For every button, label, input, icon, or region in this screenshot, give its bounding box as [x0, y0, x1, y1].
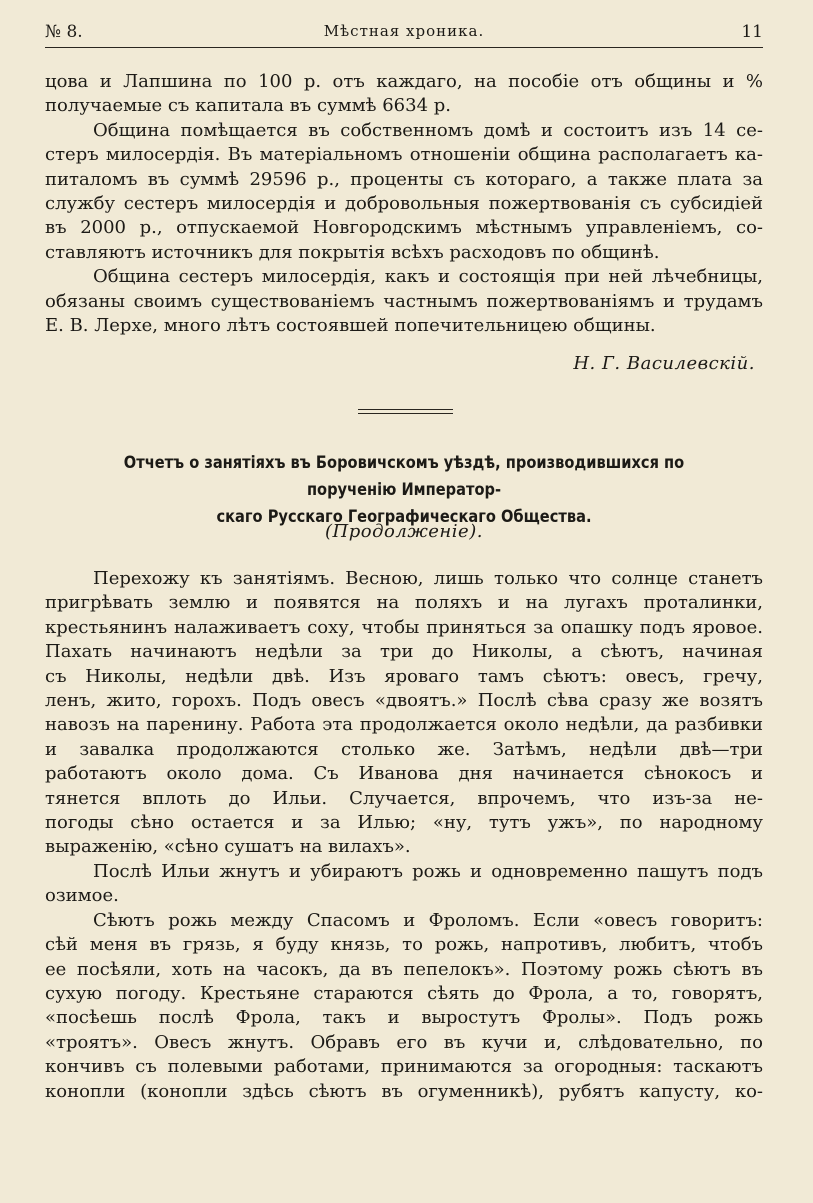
text-line: Перехожу къ занятіямъ. Весною, лишь только что солнце станетъ [93, 568, 763, 589]
text-line: крестьянинъ налаживаетъ соху, чтобы приняться за опашку подъ яровое. [45, 616, 763, 638]
text-line: цова и Лапшина по 100 р. отъ каждаго, на пособіе отъ общины и % [45, 71, 763, 92]
text-line: Сѣютъ рожь между Спасомъ и Фроломъ. Если «овесъ говоритъ: [93, 909, 763, 931]
text-line: службу сестеръ милосердія и добровольныя пожертвованія съ субсидіей [45, 193, 763, 215]
issue-number: № 8. [45, 22, 83, 42]
text-line: въ 2000 р., отпускаемой Новгородскимъ мѣстнымъ управленіемъ, со- [45, 217, 763, 239]
text-line: погоды сѣно остается и за Илью; «ну, тутъ ужъ», по народному [45, 812, 763, 834]
text-line: съ Николы, недѣли двѣ. Изъ яроваго тамъ сѣютъ: овесъ, гречу, [45, 665, 763, 687]
text-line: Е. В. Лерхе, много лѣтъ состоявшей попечительницею общины. [45, 315, 656, 337]
text-line: Послѣ Ильи жнутъ и убираютъ рожь и одновременно пашутъ подъ [93, 860, 763, 882]
section-divider [358, 409, 453, 410]
text-line: и завалка продолжаются столько же. Затѣмъ, недѣли двѣ—три [45, 738, 763, 760]
text-line: Пахать начинаютъ недѣли за три до Николы, а сѣютъ, начиная [45, 641, 763, 663]
text-line: работаютъ около дома. Съ Иванова дня начинается сѣнокосъ и [45, 763, 763, 785]
text-line: навозъ на паренину. Работа эта продолжается около недѣли, да разбивки [45, 714, 763, 736]
text-line: ленъ, жито, горохъ. Подъ овесъ «двоятъ.» Послѣ сѣва сразу же возятъ [45, 690, 763, 712]
text-line: кончивъ съ полевыми работами, принимаются за огородныя: таскаютъ [45, 1056, 763, 1078]
previous-article-text [45, 70, 763, 338]
text-line: сухую погоду. Крестьяне стараются сѣять до Фрола, а то, говорятъ, [45, 982, 763, 1004]
text-line: ее посѣяли, хоть на часокъ, да въ пепелокъ». Поэтому рожь сѣютъ въ [45, 958, 763, 980]
author-signature: Н. Г. Василевскій. [573, 353, 755, 374]
title-line: Отчетъ о занятіяхъ въ Боровичскомъ уѣздѣ, производившихся по порученію Император- [123, 453, 685, 500]
article-title [95, 450, 712, 531]
text-line: сѣй меня въ грязь, я буду князь, то рожь, напротивъ, любитъ, чтобъ [45, 934, 763, 956]
text-line: «троятъ». Овесъ жнутъ. Обравъ его въ кучи и, слѣдовательно, по [45, 1031, 763, 1053]
header-rule [45, 47, 763, 48]
text-line: Община помѣщается въ собственномъ домѣ и состоитъ изъ 14 се- [93, 119, 763, 141]
text-line: получаемые съ капитала въ суммѣ 6634 р. [45, 95, 451, 117]
text-line: обязаны своимъ существованіемъ частнымъ пожертвованіямъ и трудамъ [45, 290, 763, 312]
text-line: ставляютъ источникъ для покрытія всѣхъ расходовъ по общинѣ. [45, 241, 660, 263]
section-divider [358, 413, 453, 414]
text-line: тянется вплоть до Ильи. Случается, впрочемъ, что изъ-за не- [45, 787, 763, 809]
text-line: «посѣешь послѣ Фрола, такъ и выростутъ Фролы». Подъ рожь [45, 1007, 763, 1029]
article-text [45, 567, 763, 1104]
text-line: Община сестеръ милосердія, какъ и состоящія при ней лѣчебницы, [93, 266, 763, 288]
running-head [45, 22, 763, 48]
text-line: выраженію, «сѣно сушатъ на вилахъ». [45, 836, 411, 858]
section-title: Мѣстная хроника. [323, 22, 485, 40]
text-line: пригрѣвать землю и появятся на поляхъ и на лугахъ проталинки, [45, 592, 763, 614]
page-number: 11 [741, 22, 763, 42]
article-subtitle: (Продолженіе). [325, 521, 483, 542]
text-line: стеръ милосердія. Въ матеріальномъ отношеніи община располагаетъ ка- [45, 144, 763, 166]
text-line: питаломъ въ суммѣ 29596 р., проценты съ котораго, а также плата за [45, 168, 763, 190]
text-line: конопли (конопли здѣсь сѣютъ въ огуменникѣ), рубятъ капусту, ко- [45, 1080, 763, 1102]
text-line: озимое. [45, 885, 119, 907]
title-line: скаго Русскаго Географическаго Общества. [216, 507, 592, 527]
